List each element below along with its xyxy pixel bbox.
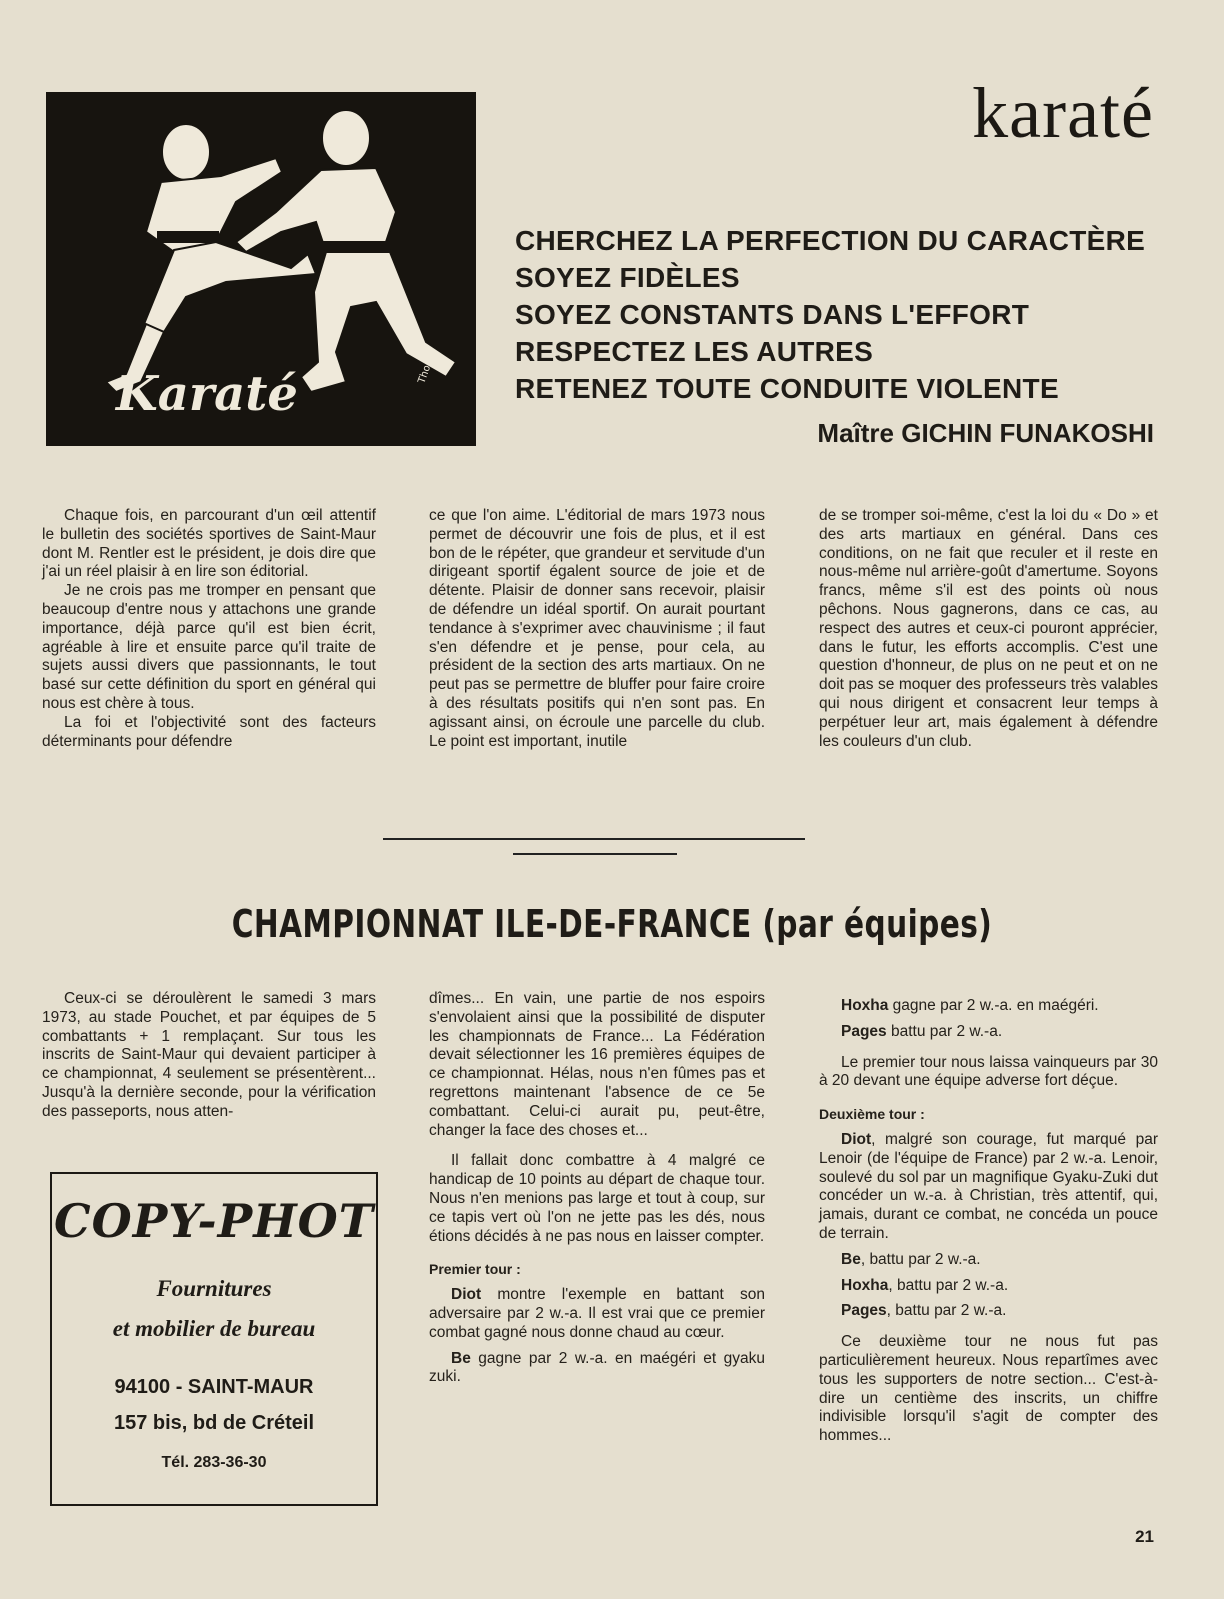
motto-line: CHERCHEZ LA PERFECTION DU CARACTÈRE (515, 225, 1146, 256)
result-line (819, 997, 1158, 1016)
paragraph: dîmes... En vain, une partie de nos espoirs s'envolaient ainsi que la possibilité de disputer les championnats de France... La Fédération devait sélectionner les 16 premières équipes de ce championnat. Hélas, nous n'en fûmes pas et regrettons maintenant l'absence de ce 5e combattant. Celui-ci aurait pu, peut-être, changer la face des choses et... (429, 990, 765, 1139)
paragraph: Je ne crois pas me tromper en pensant que beaucoup d'entre nous y attachons une grande importance, déjà parce qu'il est bien écrit, agréable à lire et ensuite parce qu'il traite de sujets aussi divers que passionnants, le tout basé sur cette définition du sport en général qui nous est chère à tous. (42, 582, 376, 712)
illustration-signature: Thoms (416, 349, 439, 386)
ad-phone: Tél. 283-36-30 (161, 1454, 267, 1471)
motto-line: RESPECTEZ LES AUTRES (515, 336, 874, 367)
intro-column-2 (429, 507, 765, 751)
karate-fighters-drawing (46, 92, 476, 446)
championship-column-1 (42, 990, 376, 1122)
result-text: gagne par 2 w.-a. en maégéri. (888, 997, 1099, 1014)
motto-author: Maître GICHIN FUNAKOSHI (817, 418, 1154, 448)
ad-address-city: 94100 - SAINT-MAUR (114, 1376, 314, 1398)
section-title: karaté (972, 73, 1154, 153)
ad-tagline-1: Fournitures (156, 1276, 272, 1301)
fighter-name: Pages (841, 1022, 887, 1040)
result-text: , battu par 2 w.-a. (888, 1276, 1009, 1294)
result-text: battu par 2 w.-a. (886, 1022, 1003, 1040)
right-fighter-figure (236, 110, 456, 392)
paragraph: Il fallait donc combattre à 4 malgré ce handicap de 10 points au départ de chaque tour. Nous n'en menions pas large et tout à coup, sur ce tapis vert où l'on ne jette pas les dés, nous étions décidés à ne pas nous en laisser compter. (429, 1152, 765, 1245)
divider-long (383, 838, 805, 840)
fighter-name: Diot (841, 1130, 872, 1148)
championship-column-2 (429, 990, 765, 1387)
paragraph: de se tromper soi-même, c'est la loi du « Do » et des arts martiaux en général. Dans ces conditions, on ne fait que reculer et il reste en nous-même nul arrière-goût d'amertume. Soyons francs, même s'il est des points où nous pêchons. Nous gagnerons, dans ce cas, au respect des autres et ceux-ci pouront apprécier, dans le futur, les efforts accomplis. C'est une question d'honneur, de plus on ne peut et on ne doit pas se moquer des professeurs très valables qui nous dirigent et consacrent leur temps à perpétuer leur art, mais également à défendre les couleurs d'un club. (819, 507, 1158, 750)
result-line (429, 1286, 765, 1342)
result-line (819, 1251, 1158, 1270)
result-text: , battu par 2 w.-a. (860, 1250, 981, 1268)
championship-column-3 (819, 990, 1158, 1446)
result-text: gagne par 2 w.-a. en maégéri et gyaku zuki. (429, 1349, 765, 1386)
paragraph: Ce deuxième tour ne nous fut pas particulièrement heureux. Nous repartîmes avec tous les supporters de notre section... C'est-à-dire un centième des inscrits, un chiffre indivisible lorsqu'il s'agit de compter des hommes... (819, 1333, 1158, 1445)
paragraph: La foi et l'objectivité sont des facteurs déterminants pour défendre (42, 713, 376, 750)
fighter-name: Hoxha (841, 997, 889, 1014)
motto-line: SOYEZ CONSTANTS DANS L'EFFORT (515, 299, 1030, 330)
fighter-name: Be (451, 1349, 471, 1367)
result-line (819, 1277, 1158, 1296)
motto-line: RETENEZ TOUTE CONDUITE VIOLENTE (515, 373, 1059, 404)
result-text: montre l'exemple en battant son adversaire par 2 w.-a. Il est vrai que ce premier combat gagné nous donne chaud au cœur. (429, 1286, 765, 1341)
intro-column-3 (819, 507, 1158, 751)
motto-line: SOYEZ FIDÈLES (515, 262, 740, 293)
fighter-name: Be (841, 1250, 861, 1268)
divider-short (513, 853, 677, 855)
result-line (429, 1350, 765, 1388)
result-line (819, 1023, 1158, 1042)
ad-address-street: 157 bis, bd de Créteil (113, 1412, 315, 1434)
result-line (819, 1131, 1158, 1244)
championship-headline: CHAMPIONNAT ILE-DE-FRANCE (par équipes) (231, 902, 993, 946)
ad-tagline-2: et mobilier de bureau (112, 1316, 316, 1341)
paragraph: Le premier tour nous laissa vainqueurs par 30 à 20 devant une équipe adverse fort déçue. (819, 1053, 1158, 1090)
page-number: 21 (1135, 1527, 1154, 1546)
fighter-name: Hoxha (841, 1276, 889, 1294)
copy-phot-advertisement (50, 1172, 378, 1506)
paragraph: Ceux-ci se déroulèrent le samedi 3 mars 1973, au stade Pouchet, et par équipes de 5 combattants + 1 remplaçant. Sur tous les inscrits de Saint-Maur qui devaient participer à ce championnat, 4 seulement se présentèrent... Jusqu'à la dernière seconde, pour la vérification des passeports, nous atten- (42, 990, 376, 1120)
intro-column-1 (42, 507, 376, 751)
fighter-name: Diot (451, 1286, 482, 1304)
motto-list (515, 222, 1175, 407)
left-fighter-figure (106, 124, 316, 392)
ad-brand-name: COPY-PHOT (54, 1194, 374, 1248)
illustration-caption: Karaté (116, 366, 298, 422)
karate-illustration (46, 92, 476, 446)
paragraph: ce que l'on aime. L'éditorial de mars 1973 nous permet de découvrir une fois de plus, et il est bon de le répéter, que grandeur et servitude d'un dirigeant sportif égalent source de joie et de détente. Plaisir de donner sans recevoir, plaisir de défendre un idéal sportif. On aurait pourtant tendance à s'exprimer avec chauvinisme ; il faut s'en défendre et je pense, pour cela, au président de la section des arts martiaux. On ne peut pas se permettre de bluffer pour faire croire à des résultats positifs qui n'en sont pas. En agissant ainsi, on écroule une parcelle du club. Le point est important, inutile (429, 507, 765, 750)
round-2-heading: Deuxième tour : (819, 1106, 925, 1123)
round-1-heading: Premier tour : (429, 1261, 521, 1278)
result-text: , battu par 2 w.-a. (886, 1302, 1007, 1320)
result-line (819, 1302, 1158, 1321)
fighter-name: Pages (841, 1302, 887, 1320)
paragraph: Chaque fois, en parcourant d'un œil attentif le bulletin des sociétés sportives de Saint-Maur dont M. Rentler est le président, je dois dire que j'ai un réel plaisir à en lire son éditorial. (42, 507, 376, 581)
result-text: , malgré son courage, fut marqué par Lenoir (de l'équipe de France) par 2 w.-a. Lenoir, soulevé du sol par un magnifique Gyaku-Zuki dut concéder un w.-a. à Christian, très attentif, qui, jamais, durant ce combat, ne concéda un pouce de terrain. (819, 1130, 1158, 1242)
